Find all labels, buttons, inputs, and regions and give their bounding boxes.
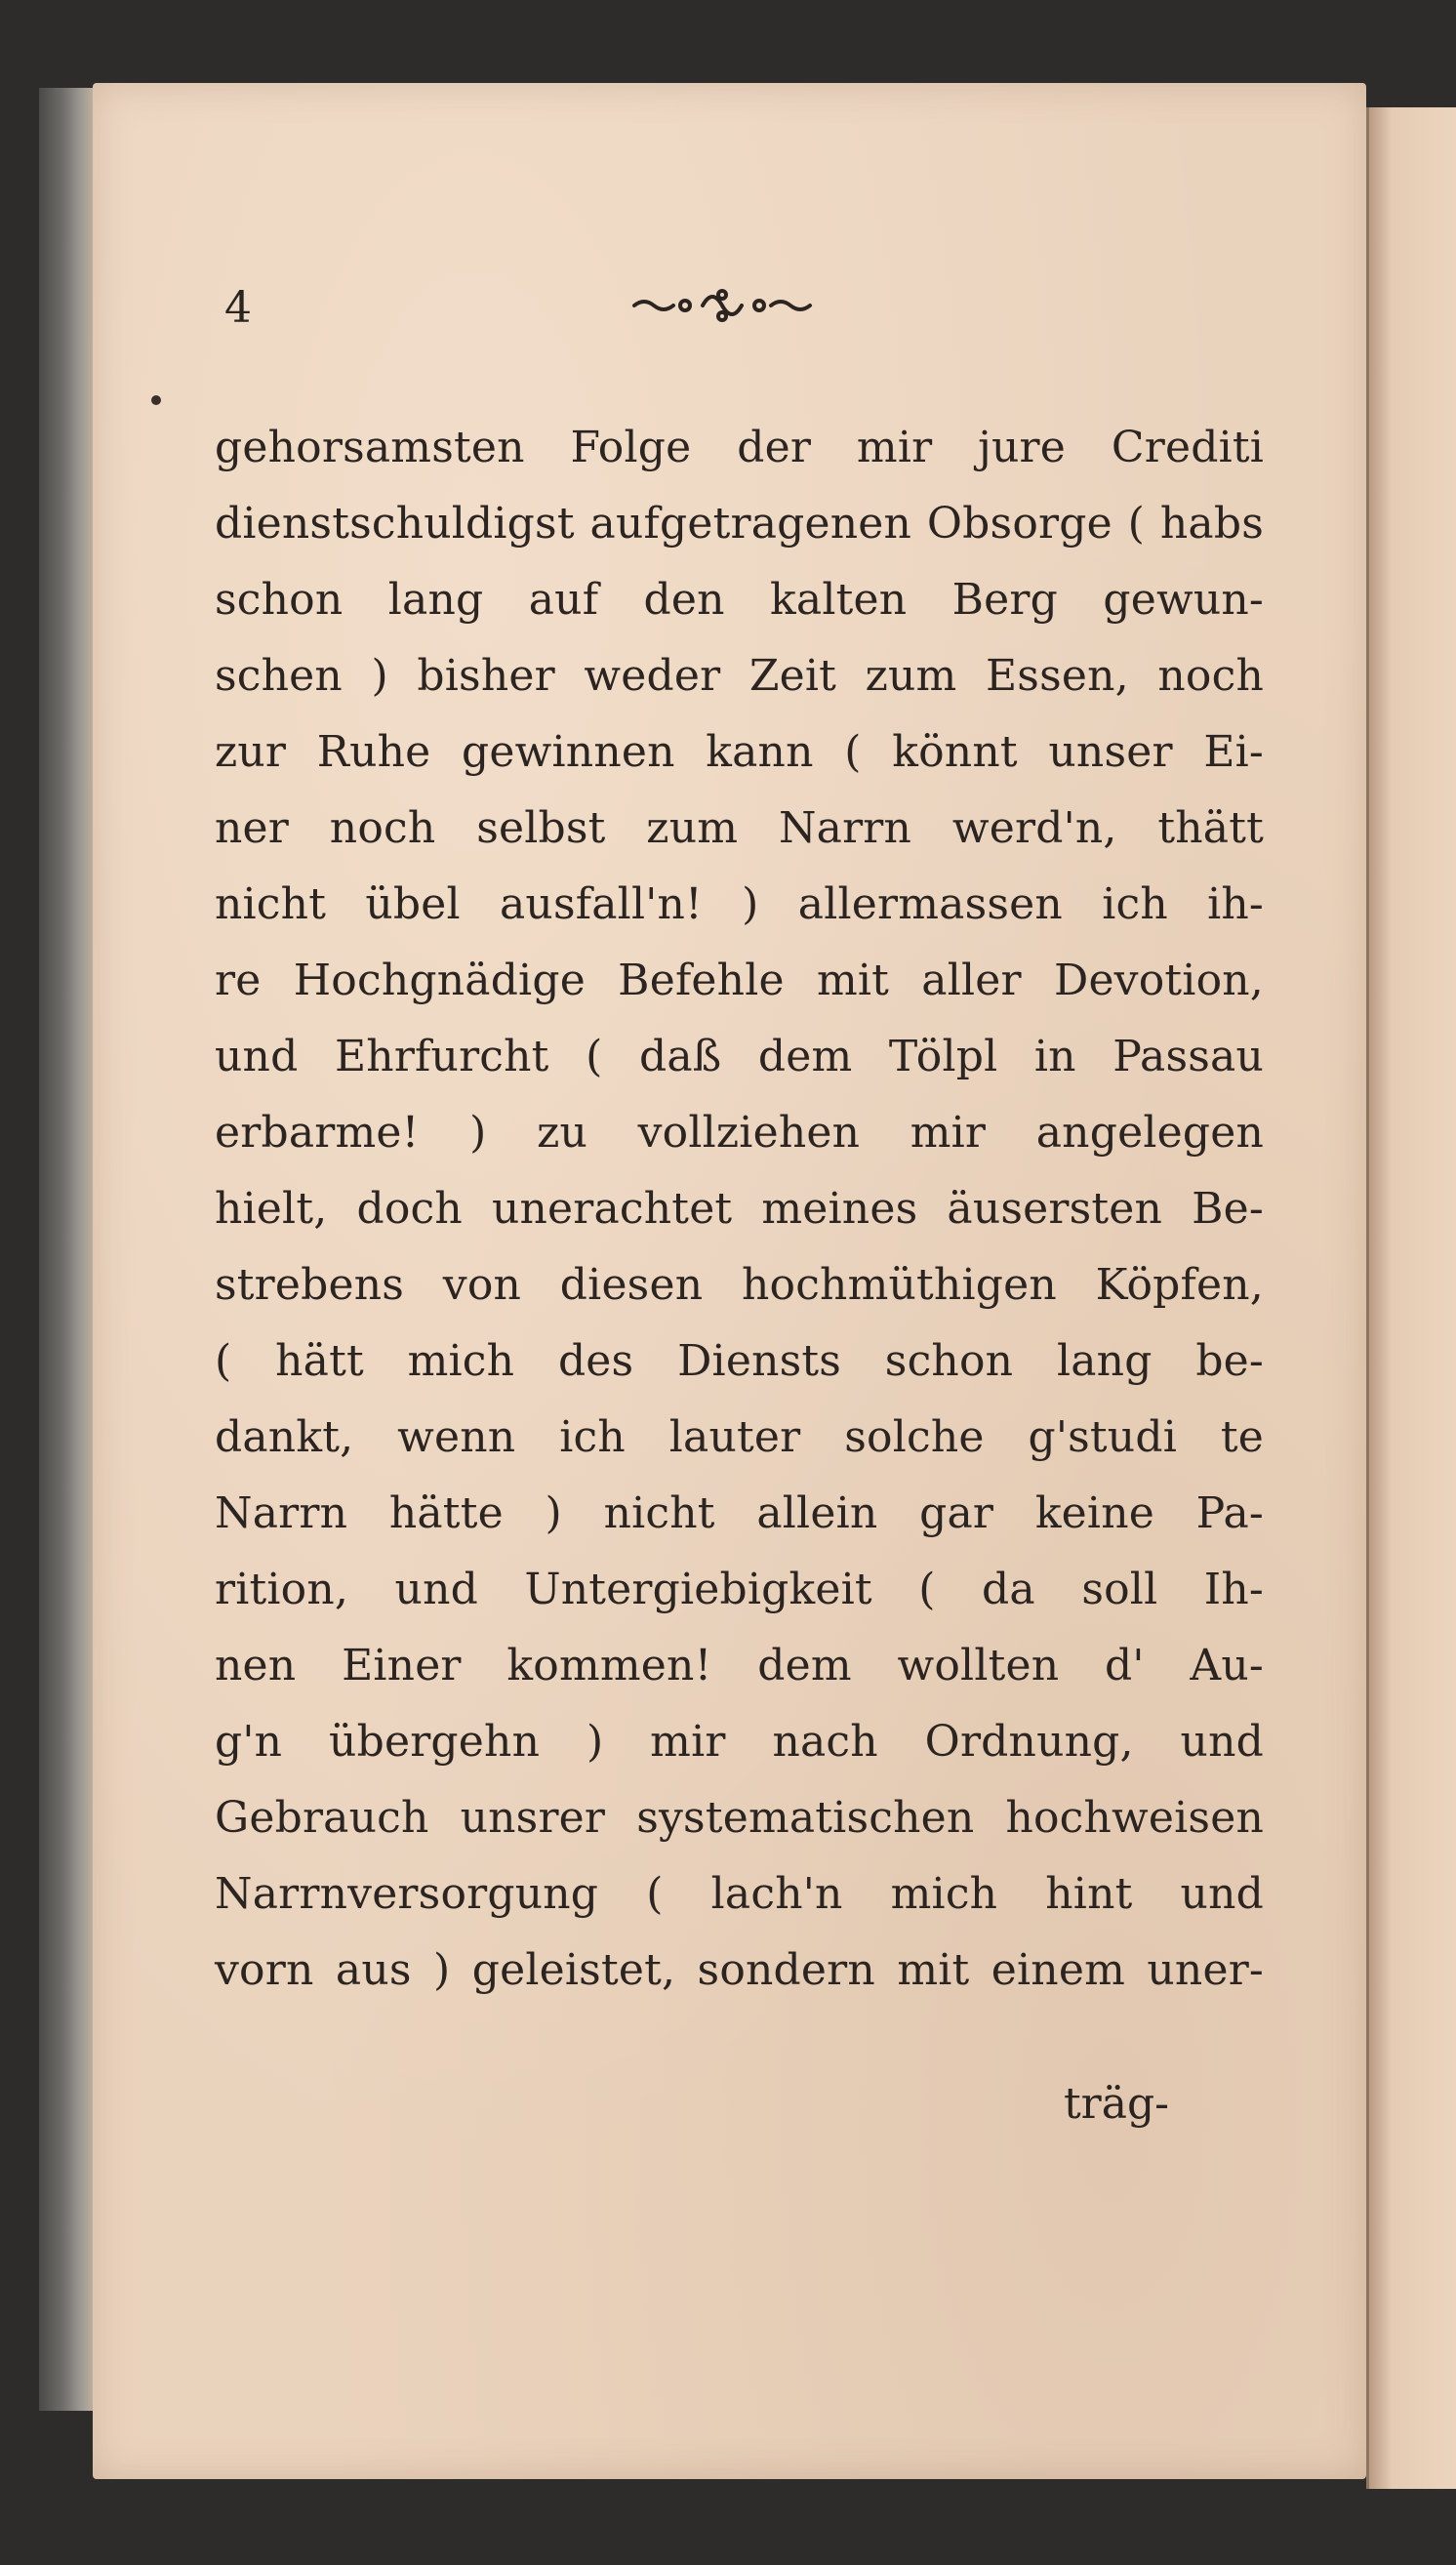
text-line: g'n übergehn ) mir nach Ordnung, und (215, 1717, 1264, 1767)
text-line: Narrnversorgung ( lach'n mich hint und (215, 1869, 1264, 1919)
text-line: Narrn hätte ) nicht allein gar keine Pa- (215, 1488, 1264, 1538)
text-line: erbarme! ) zu vollziehen mir angelegen (215, 1108, 1264, 1158)
text-line: nicht übel ausfall'n! ) allermassen ich ih- (215, 879, 1264, 929)
text-line: strebens von diesen hochmüthigen Köpfen, (215, 1260, 1264, 1310)
text-line: schon lang auf den kalten Berg gewun- (215, 575, 1264, 625)
text-line: und Ehrfurcht ( daß dem Tölpl in Passau (215, 1032, 1264, 1081)
ink-speck (151, 395, 161, 405)
text-line: re Hochgnädige Befehle mit aller Devotion, (215, 956, 1264, 1005)
text-line: vorn aus ) geleistet, sondern mit einem uner- (215, 1945, 1264, 1995)
text-line: ner noch selbst zum Narrn werd'n, thätt (215, 803, 1264, 853)
body-text (215, 410, 1264, 2009)
text-line: ( hätt mich des Diensts schon lang be- (215, 1336, 1264, 1386)
text-line: dankt, wenn ich lauter solche g'studi te (215, 1412, 1264, 1462)
text-line: schen ) bisher weder Zeit zum Essen, noch (215, 651, 1264, 701)
facing-page-edge (1366, 107, 1456, 2489)
catchword: träg- (1064, 2079, 1169, 2129)
text-line: rition, und Untergiebigkeit ( da soll Ih- (215, 1565, 1264, 1614)
text-line: zur Ruhe gewinnen kann ( könnt unser Ei- (215, 727, 1264, 777)
header-ornament-icon (625, 281, 820, 330)
text-line: hielt, doch unerachtet meines äusersten Be- (215, 1184, 1264, 1234)
text-line: nen Einer kommen! dem wollten d' Au- (215, 1641, 1264, 1690)
text-line: Gebrauch unsrer systematischen hochweisen (215, 1793, 1264, 1843)
text-line: gehorsamsten Folge der mir jure Crediti (215, 423, 1264, 472)
text-line: dienstschuldigst aufgetragenen Obsorge ( habs (215, 499, 1264, 549)
page-number: 4 (224, 283, 252, 333)
book-edge-left (39, 88, 98, 2411)
